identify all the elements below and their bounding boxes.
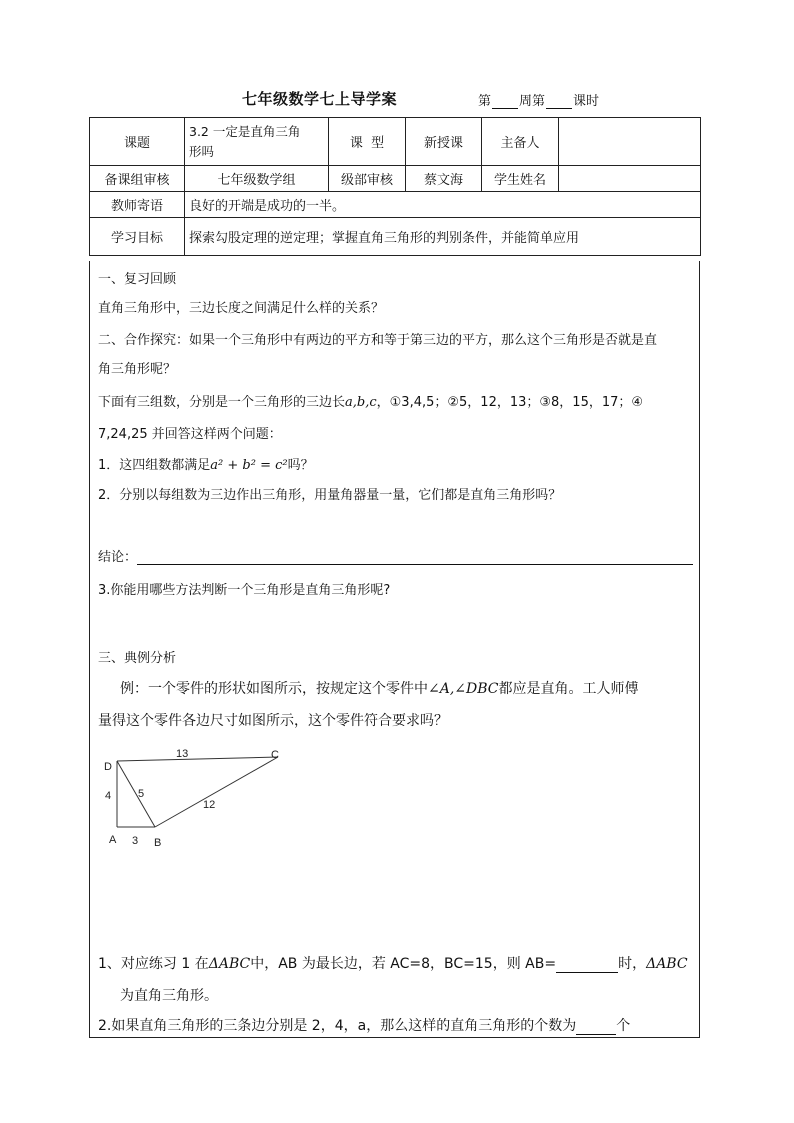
question-1-b: 吗？	[287, 458, 314, 473]
exercise-1-b: 中，AB 为最长边，若 AC=8，BC=15，则 AB=	[250, 956, 557, 972]
period-blank[interactable]	[546, 95, 572, 109]
edge-db	[117, 761, 155, 827]
header-table	[89, 117, 701, 256]
type-value: 新授课	[406, 118, 482, 166]
group-review-value: 七年级数学组	[185, 166, 329, 192]
topic-label: 课题	[90, 118, 185, 166]
exercise-1-c: 时，	[618, 956, 647, 972]
vertex-b-label: B	[154, 837, 162, 849]
topic-value	[185, 118, 329, 166]
exercise-1-line-2: 为直角三角形。	[120, 988, 218, 1004]
example-heading: 三、典例分析	[98, 651, 177, 666]
week-period-line	[478, 90, 599, 109]
question-1	[98, 454, 314, 473]
edge-dc	[117, 757, 278, 761]
length-db-label: 5	[138, 788, 145, 800]
length-dc-label: 13	[176, 748, 189, 760]
edge-bc	[155, 757, 278, 827]
topic-line-1: 3.2 一定是直角三角	[189, 123, 301, 139]
explore-line-1: 二、合作探究：如果一个三角形中有两边的平方和等于第三边的平方，那么这个三角形是否就是直	[98, 333, 658, 348]
exercise-1-a: 1、对应练习 1 在	[98, 956, 209, 972]
vertex-a-label: A	[109, 834, 117, 846]
ab-answer-blank[interactable]	[556, 958, 618, 973]
exercise-1	[98, 953, 688, 973]
question-3: 3.你能用哪些方法判断一个三角形是直角三角形呢?	[98, 583, 391, 598]
question-2: 2．分别以每组数为三边作出三角形，用量角器量一量，它们都是直角三角形吗？	[98, 488, 562, 503]
vertex-d-label: D	[104, 761, 112, 773]
quadrilateral-figure	[98, 745, 298, 855]
example-line-1	[120, 678, 639, 698]
explore-line-2: 角三角形呢？	[98, 362, 177, 377]
conclusion-line	[98, 546, 693, 565]
exercise-2	[98, 1015, 630, 1035]
learning-goal-value: 探索勾股定理的逆定理；掌握直角三角形的判别条件，并能简单应用	[185, 218, 701, 256]
pythagorean-formula: a² + b² = c²	[210, 458, 288, 473]
groups-vars: a,b,c	[345, 395, 377, 410]
week-mid: 周第	[519, 94, 546, 109]
student-name-label: 学生姓名	[482, 166, 559, 192]
groups-text-b: ，①3,4,5；②5，12，13；③8，15，17；④	[376, 395, 644, 410]
exercise-2-b: 个	[616, 1018, 631, 1034]
review-question: 直角三角形中，三边长度之间满足什么样的关系？	[98, 301, 385, 316]
example-angles: ∠A,∠DBC	[428, 681, 499, 697]
student-name-value[interactable]	[559, 166, 701, 192]
question-1-a: 1．这四组数都满足	[98, 458, 211, 473]
example-text-b: 都应是直角。工人师傅	[498, 681, 639, 697]
week-blank[interactable]	[492, 95, 518, 109]
triangle-abc-2: ΔABC	[646, 956, 688, 972]
group-review-label: 备课组审核	[90, 166, 185, 192]
dept-review-label: 级部审核	[329, 166, 406, 192]
groups-text-a: 下面有三组数，分别是一个三角形的三边长	[98, 395, 346, 410]
conclusion-blank[interactable]	[137, 550, 693, 565]
groups-line	[98, 391, 643, 410]
length-da-label: 4	[105, 790, 112, 802]
review-heading: 一、复习回顾	[98, 272, 177, 287]
count-answer-blank[interactable]	[576, 1020, 616, 1035]
period-suffix: 课时	[573, 94, 600, 109]
week-prefix: 第	[478, 94, 492, 109]
vertex-c-label: C	[271, 749, 279, 761]
type-label: 课 型	[329, 118, 406, 166]
length-bc-label: 12	[203, 799, 216, 811]
teacher-message-value: 良好的开端是成功的一半。	[185, 192, 701, 218]
example-text-a: 例：一个零件的形状如图所示，按规定这个零件中	[120, 681, 428, 697]
length-ab-label: 3	[132, 835, 139, 847]
preparer-value[interactable]	[559, 118, 701, 166]
groups-line-2: 7,24,25 并回答这样两个问题：	[98, 427, 282, 442]
example-line-2: 量得这个零件各边尺寸如图所示，这个零件符合要求吗？	[98, 713, 448, 729]
title-line	[0, 88, 794, 112]
preparer-label: 主备人	[482, 118, 559, 166]
conclusion-label: 结论：	[98, 550, 138, 565]
learning-goal-label: 学习目标	[90, 218, 185, 256]
dept-review-value: 蔡文海	[406, 166, 482, 192]
triangle-abc: ΔABC	[208, 956, 251, 972]
teacher-message-label: 教师寄语	[90, 192, 185, 218]
content-section	[89, 261, 700, 1038]
exercise-2-a: 2.如果直角三角形的三条边分别是 2，4，a，那么这样的直角三角形的个数为	[98, 1018, 577, 1034]
topic-line-2: 形吗	[189, 143, 215, 159]
document-title: 七年级数学七上导学案	[242, 90, 398, 108]
